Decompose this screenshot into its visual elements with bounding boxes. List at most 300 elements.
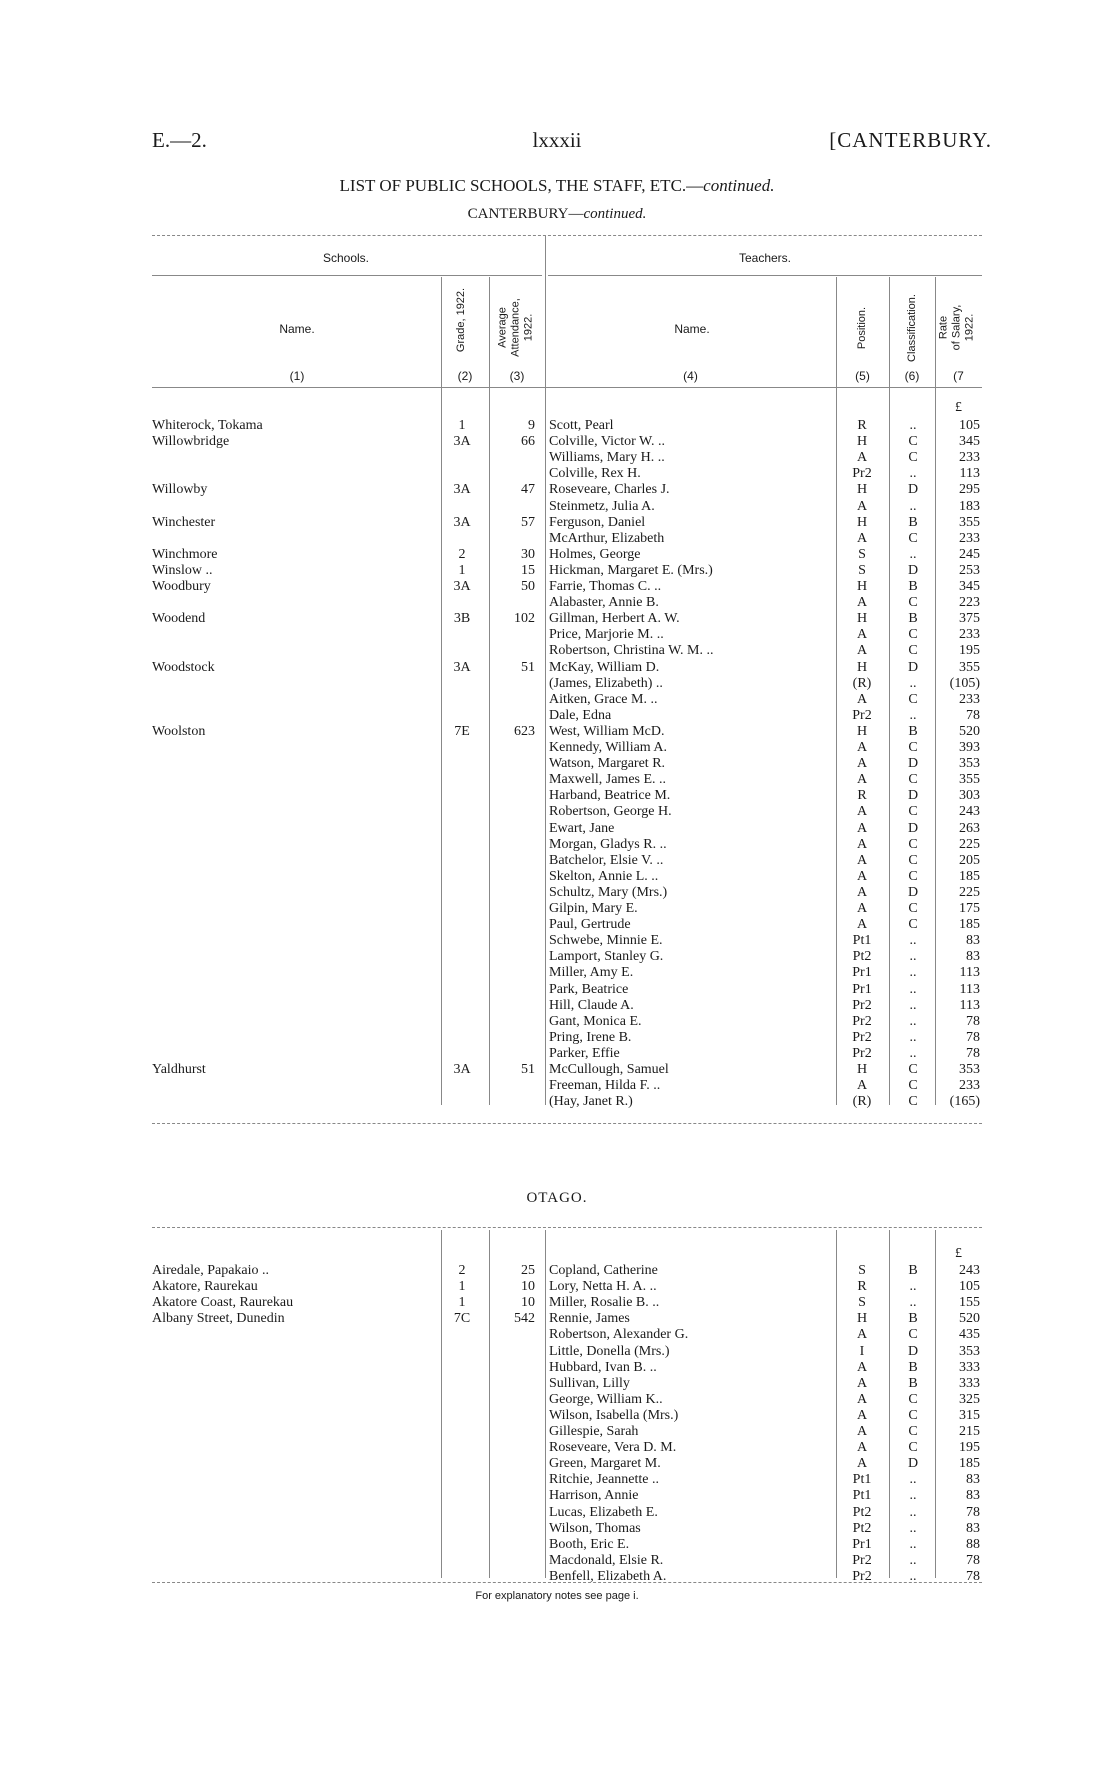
table-row xyxy=(0,1521,1114,1537)
teacher-position: Pr2 xyxy=(852,997,872,1013)
table-row xyxy=(0,1376,1114,1392)
teacher-position: I xyxy=(859,1343,865,1359)
salary-header-line1: Rate xyxy=(937,315,950,340)
teacher-position: A xyxy=(856,643,868,659)
teacher-salary: 113 xyxy=(959,965,980,981)
teacher-classification: C xyxy=(908,450,918,466)
school-attendance: 66 xyxy=(521,434,535,450)
teacher-classification: C xyxy=(908,836,918,852)
attendance-header-line2: Attendance, xyxy=(509,298,522,357)
teacher-salary: 78 xyxy=(966,1045,980,1061)
region-heading-otago: OTAGO. xyxy=(526,1190,588,1206)
teacher-name: Watson, Margaret R. xyxy=(549,756,666,772)
teacher-salary: 333 xyxy=(959,1359,980,1375)
teacher-position: Pt1 xyxy=(852,1488,872,1504)
teacher-classification: B xyxy=(908,514,918,530)
teacher-salary: 333 xyxy=(959,1375,980,1391)
teacher-classification: .. xyxy=(909,418,917,433)
teacher-position: A xyxy=(856,627,868,643)
teacher-classification: C xyxy=(908,627,918,643)
teachers-group-header: Teachers. xyxy=(738,251,792,265)
table-row xyxy=(0,869,1114,885)
school-attendance: 10 xyxy=(521,1295,535,1311)
teacher-salary: 215 xyxy=(959,1424,980,1439)
teacher-name: Dale, Edna xyxy=(549,707,612,723)
page-code: E.—2. xyxy=(152,128,207,152)
teacher-salary: 345 xyxy=(959,434,980,450)
teacher-name: Roseveare, Vera D. M. xyxy=(549,1440,677,1456)
school-name: Willowby xyxy=(152,482,208,498)
school-grade: 2 xyxy=(458,546,466,562)
teacher-name: (Hay, Janet R.) xyxy=(549,1094,633,1110)
teacher-classification: .. xyxy=(909,1279,917,1295)
teacher-salary: 263 xyxy=(959,820,980,836)
teacher-name: Little, Donella (Mrs.) xyxy=(549,1343,670,1359)
teacher-position: A xyxy=(856,820,868,836)
table-bottom-rule xyxy=(152,1123,982,1124)
teacher-name: McArthur, Elizabeth xyxy=(549,530,665,546)
teacher-salary: 233 xyxy=(959,627,980,643)
teacher-position: Pr1 xyxy=(852,965,872,981)
col-number-3: (3) xyxy=(509,369,525,383)
school-name: Albany Street, Dunedin xyxy=(152,1311,285,1327)
teacher-classification: C xyxy=(908,643,918,659)
teacher-name: Macdonald, Elsie R. xyxy=(549,1552,664,1568)
teacher-classification: D xyxy=(907,884,919,900)
table-row xyxy=(0,1062,1114,1078)
teacher-position: A xyxy=(856,1440,868,1456)
schools-group-rule xyxy=(152,275,542,276)
teacher-salary: (165) xyxy=(949,1094,980,1110)
teacher-salary: 83 xyxy=(966,1520,980,1536)
teacher-salary: 353 xyxy=(959,1062,980,1077)
teacher-salary: 295 xyxy=(959,482,980,498)
table-row xyxy=(0,434,1114,450)
salary-header-line2: of Salary, xyxy=(950,304,963,351)
teacher-classification: D xyxy=(907,562,919,578)
teacher-classification: .. xyxy=(909,1472,917,1488)
footnote: For explanatory notes see page i. xyxy=(475,1590,639,1602)
teacher-position: H xyxy=(856,1311,868,1327)
teacher-name: Gillespie, Sarah xyxy=(549,1424,639,1439)
teacher-name: Wilson, Thomas xyxy=(549,1520,641,1536)
table-row xyxy=(0,1569,1114,1585)
teacher-classification: C xyxy=(908,691,918,707)
teacher-salary: 225 xyxy=(959,884,980,900)
attendance-header-line3: 1922. xyxy=(522,313,535,342)
teacher-position: Pt1 xyxy=(852,1472,872,1488)
teacher-name: Alabaster, Annie B. xyxy=(549,595,659,611)
school-name: Akatore, Raurekau xyxy=(152,1279,258,1295)
table-row xyxy=(0,1295,1114,1311)
teacher-name: Scott, Pearl xyxy=(549,418,614,433)
table-row xyxy=(0,1360,1114,1376)
teacher-name: West, William McD. xyxy=(549,723,665,739)
teacher-classification: .. xyxy=(909,1295,917,1311)
teacher-classification: D xyxy=(907,482,919,498)
teacher-name: Gant, Monica E. xyxy=(549,1013,642,1029)
table-row xyxy=(0,660,1114,676)
teacher-name: Morgan, Gladys R. .. xyxy=(549,836,667,852)
table-row xyxy=(0,804,1114,820)
attendance-header xyxy=(497,278,536,378)
table-row xyxy=(0,1440,1114,1456)
teacher-classification: C xyxy=(908,1327,918,1343)
table-row xyxy=(0,450,1114,466)
teacher-classification: .. xyxy=(909,707,917,723)
school-grade: 7C xyxy=(453,1311,471,1327)
table-row xyxy=(0,965,1114,981)
school-grade: 3A xyxy=(453,482,471,498)
teacher-classification: .. xyxy=(909,1488,917,1504)
teacher-salary: 83 xyxy=(966,933,980,949)
table-row xyxy=(0,595,1114,611)
table-row xyxy=(0,740,1114,756)
teacher-classification: .. xyxy=(909,1029,917,1045)
teacher-salary: 175 xyxy=(959,901,980,916)
table-row xyxy=(0,724,1114,740)
table-row xyxy=(0,756,1114,772)
col-number-2: (2) xyxy=(457,369,473,383)
school-attendance: 10 xyxy=(521,1279,535,1295)
teacher-salary: 355 xyxy=(959,514,980,530)
table-row xyxy=(0,1014,1114,1030)
school-grade: 2 xyxy=(458,1263,466,1278)
teacher-classification: C xyxy=(908,1078,918,1094)
teacher-position: Pr2 xyxy=(852,1552,872,1568)
teacher-position: Pr1 xyxy=(852,1536,872,1552)
teacher-salary: 88 xyxy=(966,1536,980,1552)
teacher-position: A xyxy=(856,691,868,707)
teacher-position: A xyxy=(856,772,868,788)
teacher-position: A xyxy=(856,1391,868,1407)
teacher-salary: 185 xyxy=(959,917,980,933)
school-attendance: 30 xyxy=(521,546,535,562)
teacher-position: Pr1 xyxy=(852,981,872,997)
school-attendance: 57 xyxy=(521,514,535,530)
teacher-position: A xyxy=(856,804,868,820)
teacher-position: H xyxy=(856,579,868,594)
school-name: Winchester xyxy=(152,514,216,530)
teacher-salary: 105 xyxy=(959,418,980,433)
teacher-position: A xyxy=(856,595,868,611)
table-row xyxy=(0,418,1114,434)
table-row xyxy=(0,482,1114,498)
table-row xyxy=(0,676,1114,692)
teacher-classification: C xyxy=(908,901,918,916)
teacher-name: Kennedy, William A. xyxy=(549,740,668,755)
teacher-position: A xyxy=(856,756,868,772)
school-name: Yaldhurst xyxy=(152,1062,206,1077)
teacher-position: A xyxy=(856,1359,868,1375)
school-grade: 7E xyxy=(454,723,470,739)
school-name: Winchmore xyxy=(152,546,218,562)
teacher-classification: C xyxy=(908,530,918,546)
table-row xyxy=(0,917,1114,933)
table-row xyxy=(0,1456,1114,1472)
col-number-6: (6) xyxy=(904,369,920,383)
teacher-salary: 435 xyxy=(959,1327,980,1343)
teacher-name: Copland, Catherine xyxy=(549,1263,658,1278)
teacher-salary: 520 xyxy=(959,723,980,739)
teacher-position: H xyxy=(856,1062,868,1077)
table-row xyxy=(0,1392,1114,1408)
teacher-name: Williams, Mary H. .. xyxy=(549,450,665,466)
table-row xyxy=(0,1078,1114,1094)
teacher-position: Pr2 xyxy=(852,707,872,723)
table-row xyxy=(0,1046,1114,1062)
teacher-position: Pr2 xyxy=(852,1013,872,1029)
classification-header: Classification. xyxy=(906,294,918,362)
teacher-position: A xyxy=(856,530,868,546)
teacher-position: Pt1 xyxy=(852,933,872,949)
teacher-classification: C xyxy=(908,804,918,820)
teacher-position: A xyxy=(856,901,868,916)
school-name-header: Name. xyxy=(279,322,315,336)
teacher-position: R xyxy=(857,788,867,804)
teacher-position: A xyxy=(856,740,868,755)
table-row xyxy=(0,611,1114,627)
region-running-head: [CANTERBURY. xyxy=(829,128,992,152)
teacher-salary: 78 xyxy=(966,1504,980,1520)
school-name: Woodstock xyxy=(152,659,215,675)
table-row xyxy=(0,1553,1114,1569)
teacher-position: A xyxy=(856,1407,868,1423)
school-attendance: 51 xyxy=(521,659,535,675)
teacher-classification: C xyxy=(908,868,918,884)
table-top-rule xyxy=(152,235,982,236)
table-row xyxy=(0,901,1114,917)
teacher-classification: C xyxy=(908,917,918,933)
teacher-classification: .. xyxy=(909,1536,917,1552)
teacher-salary: 195 xyxy=(959,1440,980,1456)
teacher-classification: .. xyxy=(909,1520,917,1536)
school-name: Woodend xyxy=(152,611,206,627)
teacher-name: Maxwell, James E. .. xyxy=(549,772,667,788)
col-number-7: (7 xyxy=(953,369,964,383)
teacher-salary: 185 xyxy=(959,1456,980,1472)
list-title xyxy=(0,176,1114,196)
teacher-salary: 233 xyxy=(959,530,980,546)
teacher-position: A xyxy=(856,917,868,933)
teacher-classification: C xyxy=(908,595,918,611)
teacher-salary: 83 xyxy=(966,1488,980,1504)
teacher-position: Pr2 xyxy=(852,1045,872,1061)
teacher-salary: 183 xyxy=(959,498,980,514)
teacher-classification: C xyxy=(908,1440,918,1456)
teacher-salary: (105) xyxy=(949,675,980,691)
teacher-classification: C xyxy=(908,740,918,755)
teacher-name: Gilpin, Mary E. xyxy=(549,901,638,916)
teacher-classification: B xyxy=(908,1311,918,1327)
teacher-position: A xyxy=(856,450,868,466)
teacher-classification: C xyxy=(908,852,918,868)
teacher-name: Lucas, Elizabeth E. xyxy=(549,1504,658,1520)
teacher-classification: C xyxy=(908,1062,918,1077)
position-header: Position. xyxy=(856,306,868,350)
teacher-name: Paul, Gertrude xyxy=(549,917,631,933)
teacher-classification: C xyxy=(908,1094,918,1110)
teacher-salary: 223 xyxy=(959,595,980,611)
table-row xyxy=(0,1488,1114,1504)
teacher-salary: 233 xyxy=(959,450,980,466)
teacher-salary: 243 xyxy=(959,1263,980,1278)
teacher-position: A xyxy=(856,1327,868,1343)
school-attendance: 623 xyxy=(514,723,535,739)
table-row xyxy=(0,998,1114,1014)
table-row xyxy=(0,1344,1114,1360)
table-row xyxy=(0,563,1114,579)
school-name: Willowbridge xyxy=(152,434,230,450)
teacher-salary: 78 xyxy=(966,1568,980,1584)
school-attendance: 9 xyxy=(528,418,535,433)
teacher-name: McKay, William D. xyxy=(549,659,660,675)
teacher-name: George, William K.. xyxy=(549,1391,663,1407)
teacher-classification: .. xyxy=(909,466,917,482)
teacher-classification: C xyxy=(908,434,918,450)
table-row xyxy=(0,515,1114,531)
teacher-name: Rennie, James xyxy=(549,1311,630,1327)
school-grade: 3A xyxy=(453,434,471,450)
teacher-classification: .. xyxy=(909,949,917,965)
teacher-classification: .. xyxy=(909,965,917,981)
teacher-position: S xyxy=(858,1263,866,1278)
school-name: Akatore Coast, Raurekau xyxy=(152,1295,294,1311)
teacher-name: Lory, Netta H. A. .. xyxy=(549,1279,657,1295)
teacher-classification: B xyxy=(908,723,918,739)
school-attendance: 50 xyxy=(521,579,535,594)
teacher-name: Harrison, Annie xyxy=(549,1488,639,1504)
otago-currency-symbol: £ xyxy=(955,1246,962,1261)
table-row xyxy=(0,466,1114,482)
teacher-salary: 78 xyxy=(966,1552,980,1568)
teacher-salary: 243 xyxy=(959,804,980,820)
teacher-classification: B xyxy=(908,1359,918,1375)
table-row xyxy=(0,643,1114,659)
teacher-position: H xyxy=(856,434,868,450)
table-row xyxy=(0,949,1114,965)
table-row xyxy=(0,821,1114,837)
teacher-name: Parker, Effie xyxy=(549,1045,620,1061)
teacher-classification: .. xyxy=(909,675,917,691)
teacher-name: McCullough, Samuel xyxy=(549,1062,669,1077)
teacher-classification: .. xyxy=(909,546,917,562)
teacher-name: Ewart, Jane xyxy=(549,820,615,836)
schools-group-header: Schools. xyxy=(322,251,370,265)
teacher-name: Park, Beatrice xyxy=(549,981,629,997)
teacher-name: Miller, Rosalie B. .. xyxy=(549,1295,660,1311)
teacher-position: A xyxy=(856,1078,868,1094)
teacher-position: Pr2 xyxy=(852,1029,872,1045)
teacher-classification: B xyxy=(908,579,918,594)
teacher-name-header: Name. xyxy=(674,322,710,336)
teacher-salary: 155 xyxy=(959,1295,980,1311)
teacher-position: H xyxy=(856,723,868,739)
table-row xyxy=(0,933,1114,949)
teacher-salary: 375 xyxy=(959,611,980,627)
school-grade: 1 xyxy=(458,1279,466,1295)
teacher-classification: B xyxy=(908,1263,918,1278)
teacher-salary: 233 xyxy=(959,691,980,707)
region-name: CANTERBURY— xyxy=(467,206,584,222)
currency-symbol: £ xyxy=(955,400,962,415)
teacher-classification: D xyxy=(907,756,919,772)
table-row xyxy=(0,837,1114,853)
teacher-name: Hill, Claude A. xyxy=(549,997,634,1013)
school-grade: 1 xyxy=(458,1295,466,1311)
table-row xyxy=(0,627,1114,643)
teacher-name: Skelton, Annie L. .. xyxy=(549,868,659,884)
teacher-name: Hickman, Margaret E. (Mrs.) xyxy=(549,562,713,578)
teacher-position: S xyxy=(858,546,866,562)
table-row xyxy=(0,885,1114,901)
teacher-salary: 205 xyxy=(959,852,980,868)
table-row xyxy=(0,1263,1114,1279)
teacher-classification: .. xyxy=(909,1504,917,1520)
teacher-classification: C xyxy=(908,1407,918,1423)
page-number: lxxxii xyxy=(532,128,582,152)
teacher-position: (R) xyxy=(852,1094,872,1110)
teacher-name: Holmes, George xyxy=(549,546,641,562)
teacher-position: S xyxy=(858,562,866,578)
table-row xyxy=(0,1311,1114,1327)
teacher-name: (James, Elizabeth) .. xyxy=(549,675,663,691)
teacher-salary: 195 xyxy=(959,643,980,659)
teacher-salary: 353 xyxy=(959,756,980,772)
teacher-name: Lamport, Stanley G. xyxy=(549,949,664,965)
teacher-name: Wilson, Isabella (Mrs.) xyxy=(549,1407,679,1423)
teacher-name: Miller, Amy E. xyxy=(549,965,634,981)
teacher-name: Robertson, Alexander G. xyxy=(549,1327,689,1343)
teacher-name: Benfell, Elizabeth A. xyxy=(549,1568,667,1584)
teacher-salary: 353 xyxy=(959,1343,980,1359)
col-number-5: (5) xyxy=(855,369,870,383)
teacher-classification: .. xyxy=(909,933,917,949)
teacher-salary: 113 xyxy=(959,981,980,997)
table-row xyxy=(0,1537,1114,1553)
teacher-classification: .. xyxy=(909,1045,917,1061)
school-grade: 3A xyxy=(453,514,471,530)
teacher-position: A xyxy=(856,498,868,514)
school-name: Woolston xyxy=(152,723,206,739)
teacher-classification: C xyxy=(908,772,918,788)
teacher-name: Robertson, George H. xyxy=(549,804,672,820)
teacher-position: H xyxy=(856,659,868,675)
teacher-classification: D xyxy=(907,820,919,836)
teacher-classification: B xyxy=(908,611,918,627)
teacher-classification: D xyxy=(907,1343,919,1359)
teacher-classification: D xyxy=(907,1456,919,1472)
table-row xyxy=(0,788,1114,804)
teacher-name: Sullivan, Lilly xyxy=(549,1375,630,1391)
table-row xyxy=(0,499,1114,515)
table-row xyxy=(0,1408,1114,1424)
teacher-position: R xyxy=(857,1279,867,1295)
teacher-position: A xyxy=(856,1375,868,1391)
teacher-position: H xyxy=(856,482,868,498)
teacher-salary: 185 xyxy=(959,868,980,884)
school-grade: 3A xyxy=(453,579,471,594)
table-row xyxy=(0,1327,1114,1343)
teacher-position: Pt2 xyxy=(852,949,872,965)
teacher-classification: D xyxy=(907,659,919,675)
otago-top-rule xyxy=(152,1227,982,1228)
list-title-continued: continued. xyxy=(703,176,775,195)
teacher-classification: C xyxy=(908,1424,918,1439)
table-row xyxy=(0,1094,1114,1110)
table-row xyxy=(0,1472,1114,1488)
school-attendance: 542 xyxy=(514,1311,535,1327)
